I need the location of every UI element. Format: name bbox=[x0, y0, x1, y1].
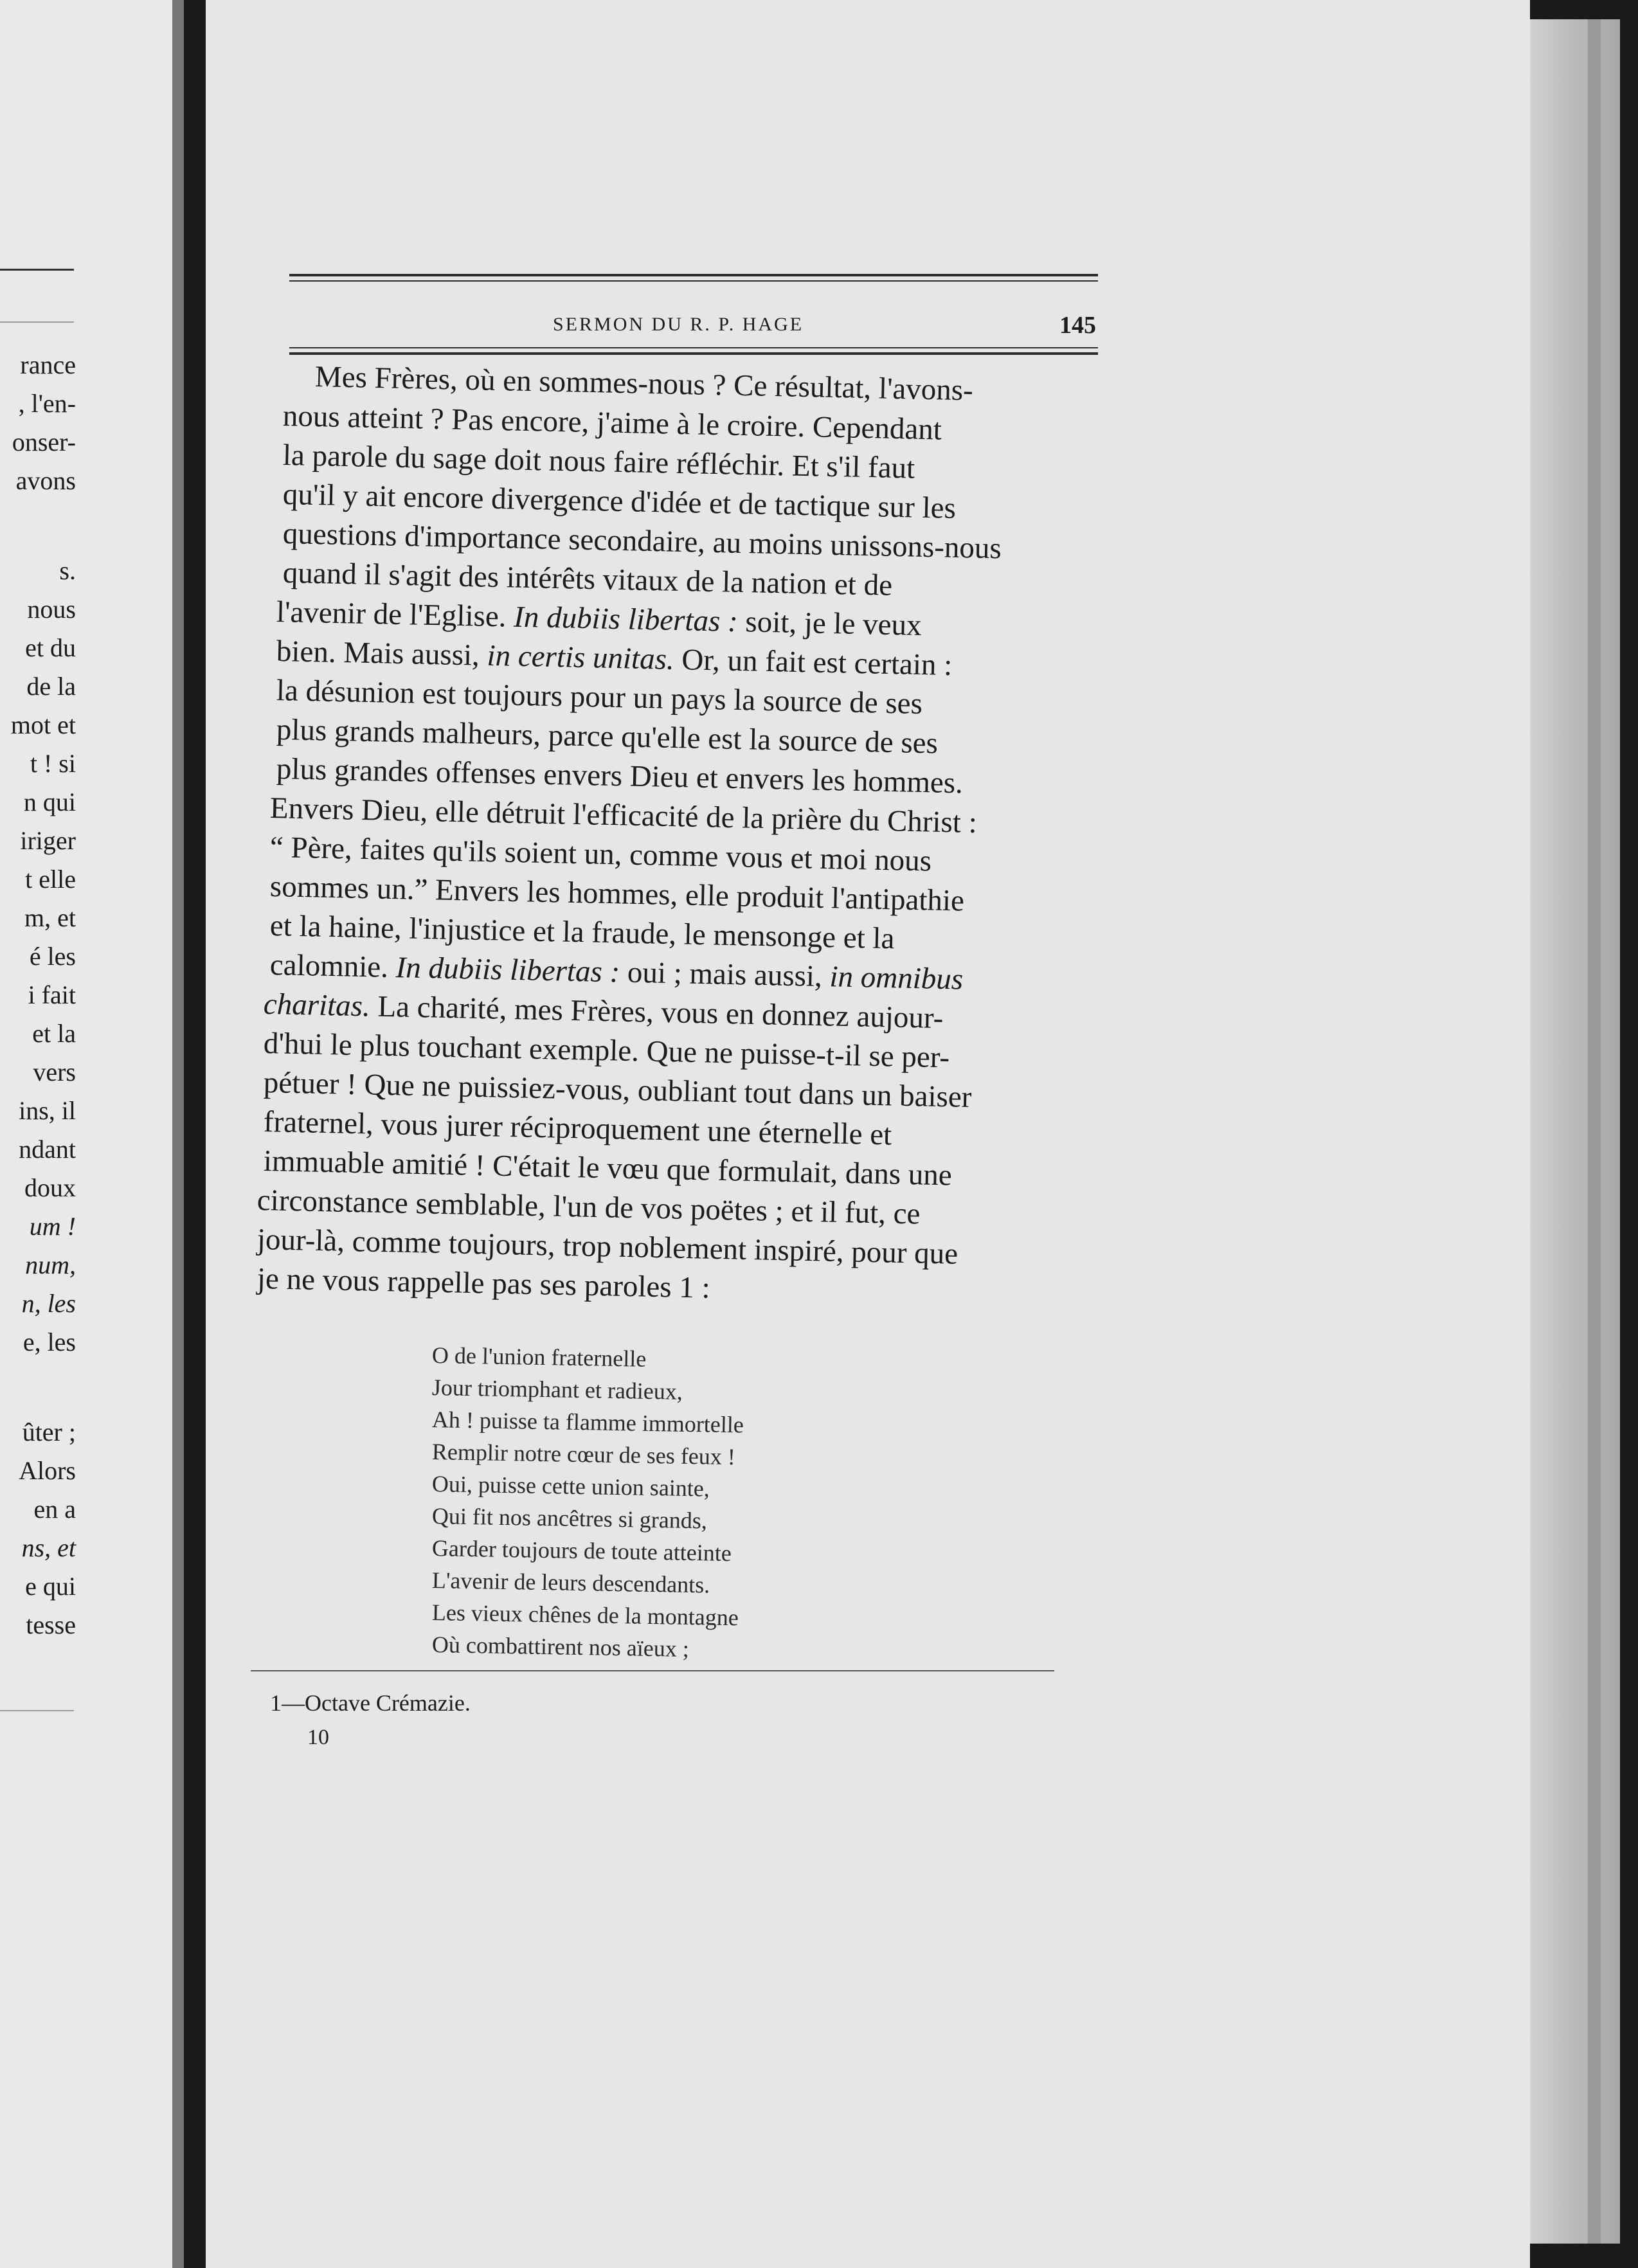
body-text-run: nous atteint ? Pas encore, j'aime à le croire. Cependant bbox=[282, 399, 942, 447]
latin-phrase: charitas. bbox=[263, 987, 371, 1023]
header-rule-bottom-thin bbox=[289, 347, 1098, 348]
body-text-run: la parole du sage doit nous faire réfléchir. Et s'il faut bbox=[282, 438, 915, 485]
left-page-line: t ! si bbox=[30, 749, 76, 778]
header-rule-top-thin bbox=[289, 280, 1098, 282]
body-text-run: jour-là, comme toujours, trop noblement inspiré, pour que bbox=[256, 1223, 959, 1271]
body-text-run: fraternel, vous jurer réciproquement une éternelle et bbox=[263, 1105, 892, 1152]
body-text-run: d'hui le plus touchant exemple. Que ne puisse-t-il se per- bbox=[263, 1027, 950, 1075]
poem-line: L'avenir de leurs descendants. bbox=[431, 1567, 710, 1598]
header-rule-bottom bbox=[289, 352, 1098, 355]
latin-phrase: In dubiis libertas : bbox=[513, 600, 739, 639]
running-head: SERMON DU R. P. HAGE bbox=[553, 314, 804, 335]
left-page-line: t elle bbox=[25, 865, 76, 894]
body-text-run: et la haine, l'injustice et la fraude, le mensonge et la bbox=[269, 909, 895, 956]
left-page-line: onser- bbox=[12, 428, 76, 456]
poem-line: Où combattirent nos aïeux ; bbox=[431, 1632, 690, 1662]
body-text-run: La charité, mes Frères, vous en donnez aujour- bbox=[370, 989, 944, 1036]
header-rule-top bbox=[289, 274, 1098, 276]
body-text-run: quand il s'agit des intérêts vitaux de la nation et de bbox=[282, 556, 893, 602]
poem-line: Garder toujours de toute atteinte bbox=[431, 1535, 732, 1567]
left-page-line: rance bbox=[20, 350, 76, 379]
left-page-line: tesse bbox=[26, 1610, 76, 1639]
left-page-header-rule-thin bbox=[0, 321, 74, 323]
body-text-run: plus grandes offenses envers Dieu et envers les hommes. bbox=[276, 752, 964, 800]
left-page-line: , l'en- bbox=[18, 389, 76, 418]
left-page-line: n qui bbox=[23, 788, 76, 816]
footnote-rule bbox=[251, 1670, 1054, 1671]
body-text-run: Mes Frères, où en sommes-nous ? Ce résultat, l'avons- bbox=[314, 360, 974, 408]
latin-phrase: in certis unitas. bbox=[487, 638, 675, 676]
body-text-run: questions d'importance secondaire, au moins unissons-nous bbox=[282, 517, 1002, 566]
signature-mark: 10 bbox=[307, 1725, 329, 1749]
book-gutter bbox=[172, 0, 184, 2268]
body-text-run: calomnie. bbox=[269, 948, 397, 985]
left-page-line: m, et bbox=[24, 903, 76, 932]
left-page-line: et du bbox=[25, 633, 76, 662]
left-page-line: iriger bbox=[20, 826, 76, 855]
poem-line: Les vieux chênes de la montagne bbox=[431, 1599, 739, 1631]
body-text-run: circonstance semblable, l'un de vos poëtes ; et il fut, ce bbox=[256, 1184, 921, 1231]
left-page-line: i fait bbox=[28, 980, 76, 1009]
left-page-line: e qui bbox=[25, 1572, 76, 1601]
body-text-run: sommes un.” Envers les hommes, elle produit l'antipathie bbox=[269, 870, 965, 918]
left-page-line: Alors bbox=[19, 1456, 76, 1485]
left-page-header-rule bbox=[0, 269, 74, 271]
poem-line: Ah ! puisse ta flamme immortelle bbox=[431, 1407, 744, 1438]
body-text-run: la désunion est toujours pour un pays la source de ses bbox=[276, 674, 923, 721]
body-text-run: plus grands malheurs, parce qu'elle est la source de ses bbox=[276, 713, 939, 760]
poem-line: Qui fit nos ancêtres si grands, bbox=[431, 1503, 708, 1534]
left-page-line: avons bbox=[15, 466, 76, 495]
body-text-run: “ Père, faites qu'ils soient un, comme vous et moi nous bbox=[269, 831, 932, 878]
body-text-run: qu'il y ait encore divergence d'idée et de tactique sur les bbox=[282, 478, 957, 525]
latin-phrase: in omnibus bbox=[829, 960, 964, 996]
page-stack-edge bbox=[1530, 19, 1620, 2244]
left-page-line: doux bbox=[24, 1173, 76, 1202]
left-page-line: ûter ; bbox=[22, 1418, 76, 1446]
body-text-run: pétuer ! Que ne puissiez-vous, oubliant tout dans un baiser bbox=[263, 1066, 972, 1115]
poem-line: Oui, puisse cette union sainte, bbox=[431, 1471, 710, 1502]
body-text-run: Or, un fait est certain : bbox=[674, 642, 953, 683]
body-text-run: soit, je le veux bbox=[737, 605, 923, 643]
body-text-run: bien. Mais aussi, bbox=[276, 634, 488, 672]
left-page-line: vers bbox=[33, 1058, 76, 1086]
body-text-run: je ne vous rappelle pas ses paroles 1 : bbox=[256, 1262, 711, 1305]
left-page-line: é les bbox=[29, 942, 76, 971]
left-page-line: de la bbox=[26, 672, 76, 701]
body-text-run: oui ; mais aussi, bbox=[619, 955, 831, 994]
left-page-line: um ! bbox=[29, 1212, 76, 1241]
poem-line: O de l'union fraternelle bbox=[431, 1342, 647, 1372]
body-text-run: l'avenir de l'Eglise. bbox=[276, 595, 514, 634]
left-page-line: num, bbox=[25, 1250, 76, 1279]
left-page-line: e, les bbox=[22, 1328, 76, 1356]
left-page-line: ins, il bbox=[19, 1096, 76, 1125]
left-page-line: ns, et bbox=[21, 1533, 76, 1562]
left-page-line: mot et bbox=[10, 710, 76, 739]
body-text-run: Envers Dieu, elle détruit l'efficacité de la prière du Christ : bbox=[269, 791, 978, 840]
latin-phrase: In dubiis libertas : bbox=[395, 951, 620, 989]
left-page-footnote-rule bbox=[0, 1710, 74, 1711]
page-number: 145 bbox=[1059, 312, 1096, 339]
body-text-run: immuable amitié ! C'était le vœu que formulait, dans une bbox=[263, 1144, 953, 1192]
footnote: 1—Octave Crémazie. bbox=[270, 1690, 471, 1716]
left-page-line: nous bbox=[27, 595, 76, 624]
left-page-line: n, les bbox=[21, 1289, 76, 1318]
poem-line: Remplir notre cœur de ses feux ! bbox=[431, 1439, 736, 1470]
left-page-line: et la bbox=[32, 1019, 76, 1048]
poem-line: Jour triomphant et radieux, bbox=[431, 1374, 683, 1405]
left-page-line: ndant bbox=[19, 1135, 76, 1164]
left-facing-page bbox=[0, 0, 172, 2268]
page-stack-shadow bbox=[1588, 19, 1601, 2244]
left-page-line: s. bbox=[59, 556, 76, 585]
left-page-line: en a bbox=[33, 1495, 76, 1524]
